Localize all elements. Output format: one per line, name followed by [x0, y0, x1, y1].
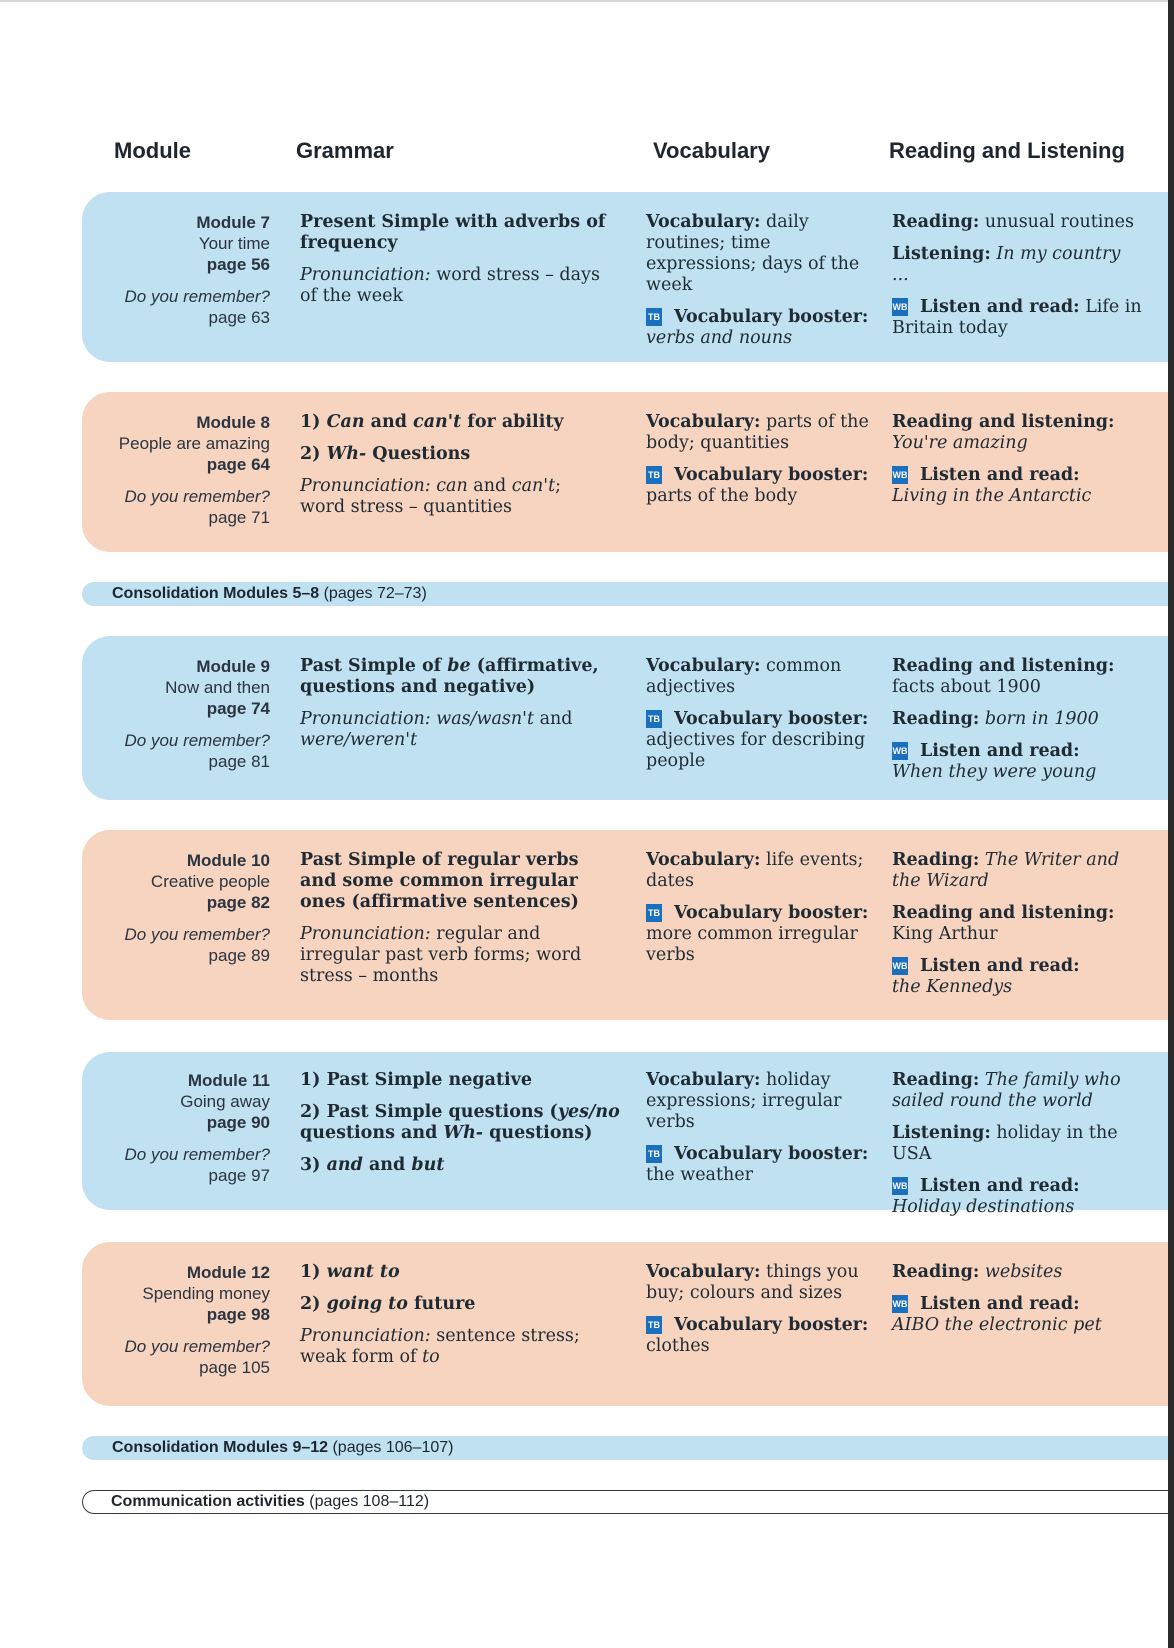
listen-and-read [892, 1294, 1142, 1336]
pronunciation-label: Pronunciation: [300, 924, 431, 944]
grammar-cell [300, 212, 620, 307]
pronunciation-label: Pronunciation: [300, 476, 431, 496]
vocabulary-item [646, 212, 876, 296]
g-part: Can [326, 412, 365, 432]
column-headers [0, 138, 1174, 178]
reading-text: born in 1900 [979, 709, 1099, 729]
do-you-remember-page: page 97 [208, 1166, 270, 1185]
module-11-row [82, 1052, 1174, 1217]
wb-icon: WB [892, 957, 908, 975]
reading-item [892, 656, 1142, 698]
booster-text: the weather [646, 1165, 754, 1185]
tb-icon: TB [646, 308, 662, 326]
pronunciation-label: Pronunciation: [300, 1326, 431, 1346]
listen-and-read [892, 956, 1142, 998]
reading-item [892, 1262, 1142, 1283]
reading-label: Reading: [892, 1070, 980, 1090]
pronunciation [300, 476, 620, 518]
page-edge [1168, 0, 1174, 1648]
listen-and-read [892, 465, 1142, 507]
communication-label: Communication activities [111, 1493, 305, 1510]
listen-read-label: Listen and read: [920, 741, 1080, 761]
do-you-remember: Do you remember? [124, 287, 270, 306]
vocabulary-booster [646, 903, 876, 966]
consolidation-pages: (pages 106–107) [328, 1439, 454, 1456]
vocabulary-label: Vocabulary: [646, 1262, 761, 1282]
g-part: and [467, 476, 512, 496]
grammar-item: Present Simple with adverbs of frequency [300, 212, 606, 253]
reading-item [892, 212, 1142, 233]
grammar-item [300, 1070, 620, 1091]
g-part: Wh- [326, 444, 367, 464]
g-part: 2) [300, 444, 327, 464]
grammar-item [300, 412, 620, 433]
module-12-row [82, 1242, 1174, 1406]
listen-read-text: When they were young [892, 762, 1097, 782]
listen-read-text: the Kennedys [892, 977, 1013, 997]
wb-icon: WB [892, 742, 908, 760]
g-part: and [364, 412, 414, 432]
reading-item [892, 850, 1142, 892]
module-page: page 64 [206, 455, 270, 474]
module-page: page 90 [206, 1113, 270, 1132]
listen-and-read [892, 297, 1142, 339]
module-info [70, 412, 270, 528]
vocabulary-text: life events; dates [646, 850, 864, 891]
reading-item [892, 412, 1142, 454]
grammar-item [300, 1262, 620, 1283]
module-title: Module 9 [196, 657, 270, 676]
reading-text: The Writer and the Wizard [892, 850, 1120, 891]
vocabulary-cell [646, 656, 876, 772]
vocabulary-text: holiday expressions; irregular verbs [646, 1070, 842, 1132]
listen-read-label: Listen and read: [920, 465, 1080, 485]
module-info [70, 656, 270, 772]
communication-pages: (pages 108–112) [304, 1493, 430, 1510]
listen-and-read [892, 741, 1142, 783]
header-grammar: Grammar [296, 138, 394, 163]
g-part: Past Simple of [300, 656, 448, 676]
vocabulary-cell [646, 1070, 876, 1186]
reading-text: King Arthur [892, 924, 998, 944]
booster-label: Vocabulary booster: [674, 1315, 869, 1335]
vocabulary-text: common adjectives [646, 656, 842, 697]
grammar-item [300, 444, 620, 465]
wb-icon: WB [892, 466, 908, 484]
listen-read-text: Living in the Antarctic [892, 486, 1092, 506]
g-part: and [362, 1155, 412, 1175]
g-part: but [411, 1155, 445, 1175]
g-part: Past Simple negative [326, 1070, 532, 1090]
reading-label: Reading: [892, 709, 980, 729]
g-part: (affirmative, questions and negative) [300, 656, 599, 697]
booster-text: more common irregular verbs [646, 924, 858, 965]
vocabulary-booster [646, 1315, 876, 1357]
pronunciation-label: Pronunciation: [300, 709, 431, 729]
listening-item [892, 1123, 1142, 1165]
module-page: page 82 [206, 893, 270, 912]
grammar-item [300, 1294, 620, 1315]
vocabulary-label: Vocabulary: [646, 412, 761, 432]
pronunciation [300, 1326, 620, 1368]
booster-label: Vocabulary booster: [674, 307, 869, 327]
grammar-cell [300, 850, 620, 987]
g-part: and [534, 709, 573, 729]
module-8-row [82, 392, 1174, 552]
wb-icon: WB [892, 298, 908, 316]
vocabulary-booster [646, 307, 876, 349]
tb-icon: TB [646, 710, 662, 728]
reading-label: Reading: [892, 212, 980, 232]
g-part: be [447, 656, 471, 676]
listening-text: In my country ... [892, 244, 1121, 285]
vocabulary-booster [646, 709, 876, 772]
listen-read-label: Listen and read: [920, 1294, 1080, 1314]
vocabulary-cell [646, 850, 876, 966]
g-part: and [326, 1155, 363, 1175]
booster-text: parts of the body [646, 486, 798, 506]
listen-read-label: Listen and read: [920, 297, 1080, 317]
do-you-remember: Do you remember? [124, 731, 270, 750]
g-part: Questions [366, 444, 471, 464]
g-part: Wh- [443, 1123, 484, 1143]
reading-cell [892, 412, 1142, 507]
do-you-remember-page: page 89 [208, 946, 270, 965]
vocabulary-text: parts of the body; quantities [646, 412, 869, 453]
booster-label: Vocabulary booster: [674, 709, 869, 729]
g-part: 2) [300, 1294, 327, 1314]
module-page: page 98 [206, 1305, 270, 1324]
module-subtitle: Creative people [150, 872, 270, 891]
grammar-cell [300, 1262, 620, 1368]
communication-activities [82, 1490, 1174, 1514]
g-part: 1) [300, 1070, 327, 1090]
reading-item [892, 709, 1142, 730]
grammar-cell [300, 1070, 620, 1176]
header-module: Module [114, 138, 191, 163]
grammar-cell [300, 412, 620, 518]
do-you-remember: Do you remember? [124, 487, 270, 506]
booster-label: Vocabulary booster: [674, 465, 869, 485]
do-you-remember: Do you remember? [124, 1337, 270, 1356]
g-part: can't [413, 412, 462, 432]
vocabulary-label: Vocabulary: [646, 850, 761, 870]
reading-label: Reading: [892, 1262, 980, 1282]
consolidation-9-12 [82, 1436, 1174, 1460]
vocabulary-item [646, 1262, 876, 1304]
booster-label: Vocabulary booster: [674, 903, 869, 923]
reading-cell [892, 1262, 1142, 1336]
reading-text: unusual routines [979, 212, 1134, 232]
g-part: 3) [300, 1155, 327, 1175]
header-vocabulary: Vocabulary [653, 138, 770, 163]
module-info [70, 1070, 270, 1186]
g-part: Past Simple questions ( [326, 1102, 558, 1122]
pronunciation-label: Pronunciation: [300, 265, 431, 285]
vocabulary-item [646, 1070, 876, 1133]
module-9-row [82, 636, 1174, 800]
vocabulary-text: things you buy; colours and sizes [646, 1262, 859, 1303]
grammar-item: Past Simple of regular verbs and some common irregular ones (affirmative sentences) [300, 850, 579, 912]
reading-label: Reading and listening: [892, 656, 1115, 676]
header-reading: Reading and Listening [889, 138, 1125, 163]
listen-read-label: Listen and read: [920, 956, 1080, 976]
g-part: to [422, 1347, 440, 1367]
reading-cell [892, 656, 1142, 783]
tb-icon: TB [646, 1145, 662, 1163]
reading-text: You're amazing [892, 433, 1028, 453]
listen-read-text: Life in Britain today [892, 297, 1142, 338]
do-you-remember-page: page 71 [208, 508, 270, 527]
do-you-remember: Do you remember? [124, 1145, 270, 1164]
tb-icon: TB [646, 1316, 662, 1334]
g-part: was/wasn't [430, 709, 535, 729]
pronunciation [300, 924, 620, 987]
consolidation-pages: (pages 72–73) [319, 585, 427, 602]
wb-icon: WB [892, 1177, 908, 1195]
g-part: questions and [300, 1123, 444, 1143]
do-you-remember: Do you remember? [124, 925, 270, 944]
consolidation-label: Consolidation Modules 9–12 [112, 1439, 329, 1456]
vocabulary-text: daily routines; time expressions; days of the week [646, 212, 860, 295]
tb-icon: TB [646, 904, 662, 922]
grammar-item [300, 656, 620, 698]
module-subtitle: Your time [198, 234, 270, 253]
pronunciation [300, 265, 620, 307]
reading-item [892, 1070, 1142, 1112]
grammar-item [300, 1102, 620, 1144]
module-title: Module 10 [186, 851, 270, 870]
module-page: page 74 [206, 699, 270, 718]
reading-cell [892, 212, 1142, 339]
booster-text: adjectives for describing people [646, 730, 866, 771]
listen-and-read [892, 1176, 1142, 1218]
listening-label: Listening: [892, 244, 991, 264]
reading-text: The family who sailed round the world [892, 1070, 1121, 1111]
g-part: want to [326, 1262, 400, 1282]
g-part: for ability [461, 412, 564, 432]
consolidation-5-8 [82, 582, 1174, 606]
vocabulary-item [646, 850, 876, 892]
tb-icon: TB [646, 466, 662, 484]
pronunciation [300, 709, 620, 751]
module-title: Module 8 [196, 413, 270, 432]
vocabulary-cell [646, 412, 876, 507]
do-you-remember-page: page 63 [208, 308, 270, 327]
module-title: Module 11 [187, 1071, 270, 1090]
listen-read-text: AIBO the electronic pet [892, 1315, 1102, 1335]
vocabulary-booster [646, 465, 876, 507]
pronunciation-text: word stress – days of the week [300, 265, 600, 306]
reading-label: Reading and listening: [892, 412, 1115, 432]
listen-read-text: Holiday destinations [892, 1197, 1075, 1217]
module-info [70, 1262, 270, 1378]
vocabulary-label: Vocabulary: [646, 656, 761, 676]
g-part: yes/no [557, 1102, 620, 1122]
reading-label: Reading: [892, 850, 980, 870]
booster-label: Vocabulary booster: [674, 1144, 869, 1164]
module-info [70, 212, 270, 328]
reading-text: websites [979, 1262, 1063, 1282]
g-part: were/weren't [300, 730, 418, 750]
g-part: can't [511, 476, 556, 496]
vocabulary-booster [646, 1144, 876, 1186]
vocabulary-label: Vocabulary: [646, 212, 761, 232]
listening-text: holiday in the USA [892, 1123, 1118, 1164]
listen-read-label: Listen and read: [920, 1176, 1080, 1196]
pronunciation-text: regular and irregular past verb forms; word stress – months [300, 924, 582, 986]
pronunciation-text: sentence stress; weak form of [300, 1326, 580, 1367]
listening-label: Listening: [892, 1123, 991, 1143]
g-part: future [407, 1294, 476, 1314]
top-rule [0, 0, 1174, 2]
module-title: Module 12 [186, 1263, 270, 1282]
g-part: can [430, 476, 468, 496]
booster-text: verbs and nouns [646, 328, 793, 348]
reading-cell [892, 850, 1142, 998]
module-page: page 56 [206, 255, 270, 274]
reading-item [892, 903, 1142, 945]
g-part: 2) [300, 1102, 327, 1122]
vocabulary-item [646, 412, 876, 454]
grammar-item [300, 1155, 620, 1176]
g-part: ; [555, 476, 562, 496]
vocabulary-label: Vocabulary: [646, 1070, 761, 1090]
module-title: Module 7 [196, 213, 270, 232]
reading-label: Reading and listening: [892, 903, 1115, 923]
do-you-remember-page: page 81 [208, 752, 270, 771]
wb-icon: WB [892, 1295, 908, 1313]
module-10-row [82, 830, 1174, 1020]
g-part: 1) [300, 1262, 327, 1282]
vocabulary-item [646, 656, 876, 698]
module-info [70, 850, 270, 966]
listening-item [892, 244, 1142, 286]
vocabulary-cell [646, 212, 876, 349]
reading-cell [892, 1070, 1142, 1218]
module-subtitle: Going away [180, 1092, 270, 1111]
g-part: going to [326, 1294, 408, 1314]
module-7-row [82, 192, 1174, 362]
pronunciation-text: word stress – quantities [300, 497, 512, 517]
module-subtitle: Now and then [165, 678, 270, 697]
booster-text: clothes [646, 1336, 710, 1356]
do-you-remember-page: page 105 [199, 1358, 270, 1377]
module-subtitle: Spending money [142, 1284, 270, 1303]
g-part: questions) [483, 1123, 593, 1143]
module-subtitle: People are amazing [118, 434, 270, 453]
consolidation-label: Consolidation Modules 5–8 [112, 585, 320, 602]
reading-text: facts about 1900 [892, 677, 1041, 697]
g-part: 1) [300, 412, 327, 432]
grammar-cell [300, 656, 620, 751]
vocabulary-cell [646, 1262, 876, 1357]
